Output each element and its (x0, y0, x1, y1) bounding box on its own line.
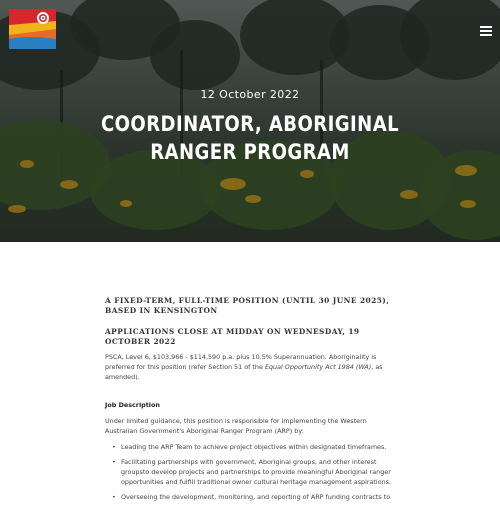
page-title: COORDINATOR, ABORIGINAL RANGER PROGRAM (100, 112, 400, 164)
duties-list (105, 442, 395, 502)
salary-paragraph: PSCA, Level 6, $103,966 - $114,590 p.a. plus 10.5% Superannuation. Aboriginality is preferred for this position (refer Section 51 of the Equal Opportunity Act 1984 (WA), as amended). (105, 353, 383, 381)
list-item: • Leading the ARP Team to achieve project objectives within designated timeframes. (121, 442, 395, 452)
post-date: 12 October 2022 (200, 88, 300, 101)
job-description-heading: Job Description (105, 401, 160, 409)
position-heading: A FIXED-TERM, FULL-TIME POSITION (UNTIL 30 JUNE 2025), BASED IN KENSINGTON (105, 296, 390, 315)
list-item: • Overseeing the development, monitoring, and reporting of ARP funding contracts to (121, 492, 395, 502)
list-item: • Facilitating partnerships with government, Aboriginal groups, and other interest groupsto develop projects and partnerships to provide meaningful Aboriginal ranger opportunities and fulfill traditional owner cultural heritage management aspirations. (121, 457, 395, 487)
job-description-intro: Under limited guidance, this position is responsible for implementing the Western Australian Government's Aboriginal Ranger Program (ARP) by: (105, 417, 367, 435)
applications-heading: APPLICATIONS CLOSE AT MIDDAY ON WEDNESDAY, 19 OCTOBER 2022 (105, 327, 360, 346)
hero-banner (0, 0, 500, 242)
hamburger-menu-icon[interactable] (480, 26, 492, 35)
organisation-logo-icon[interactable] (9, 9, 56, 49)
legislation-reference: Equal Opportunity Act 1984 (WA) (264, 363, 372, 371)
article-body (105, 296, 395, 507)
